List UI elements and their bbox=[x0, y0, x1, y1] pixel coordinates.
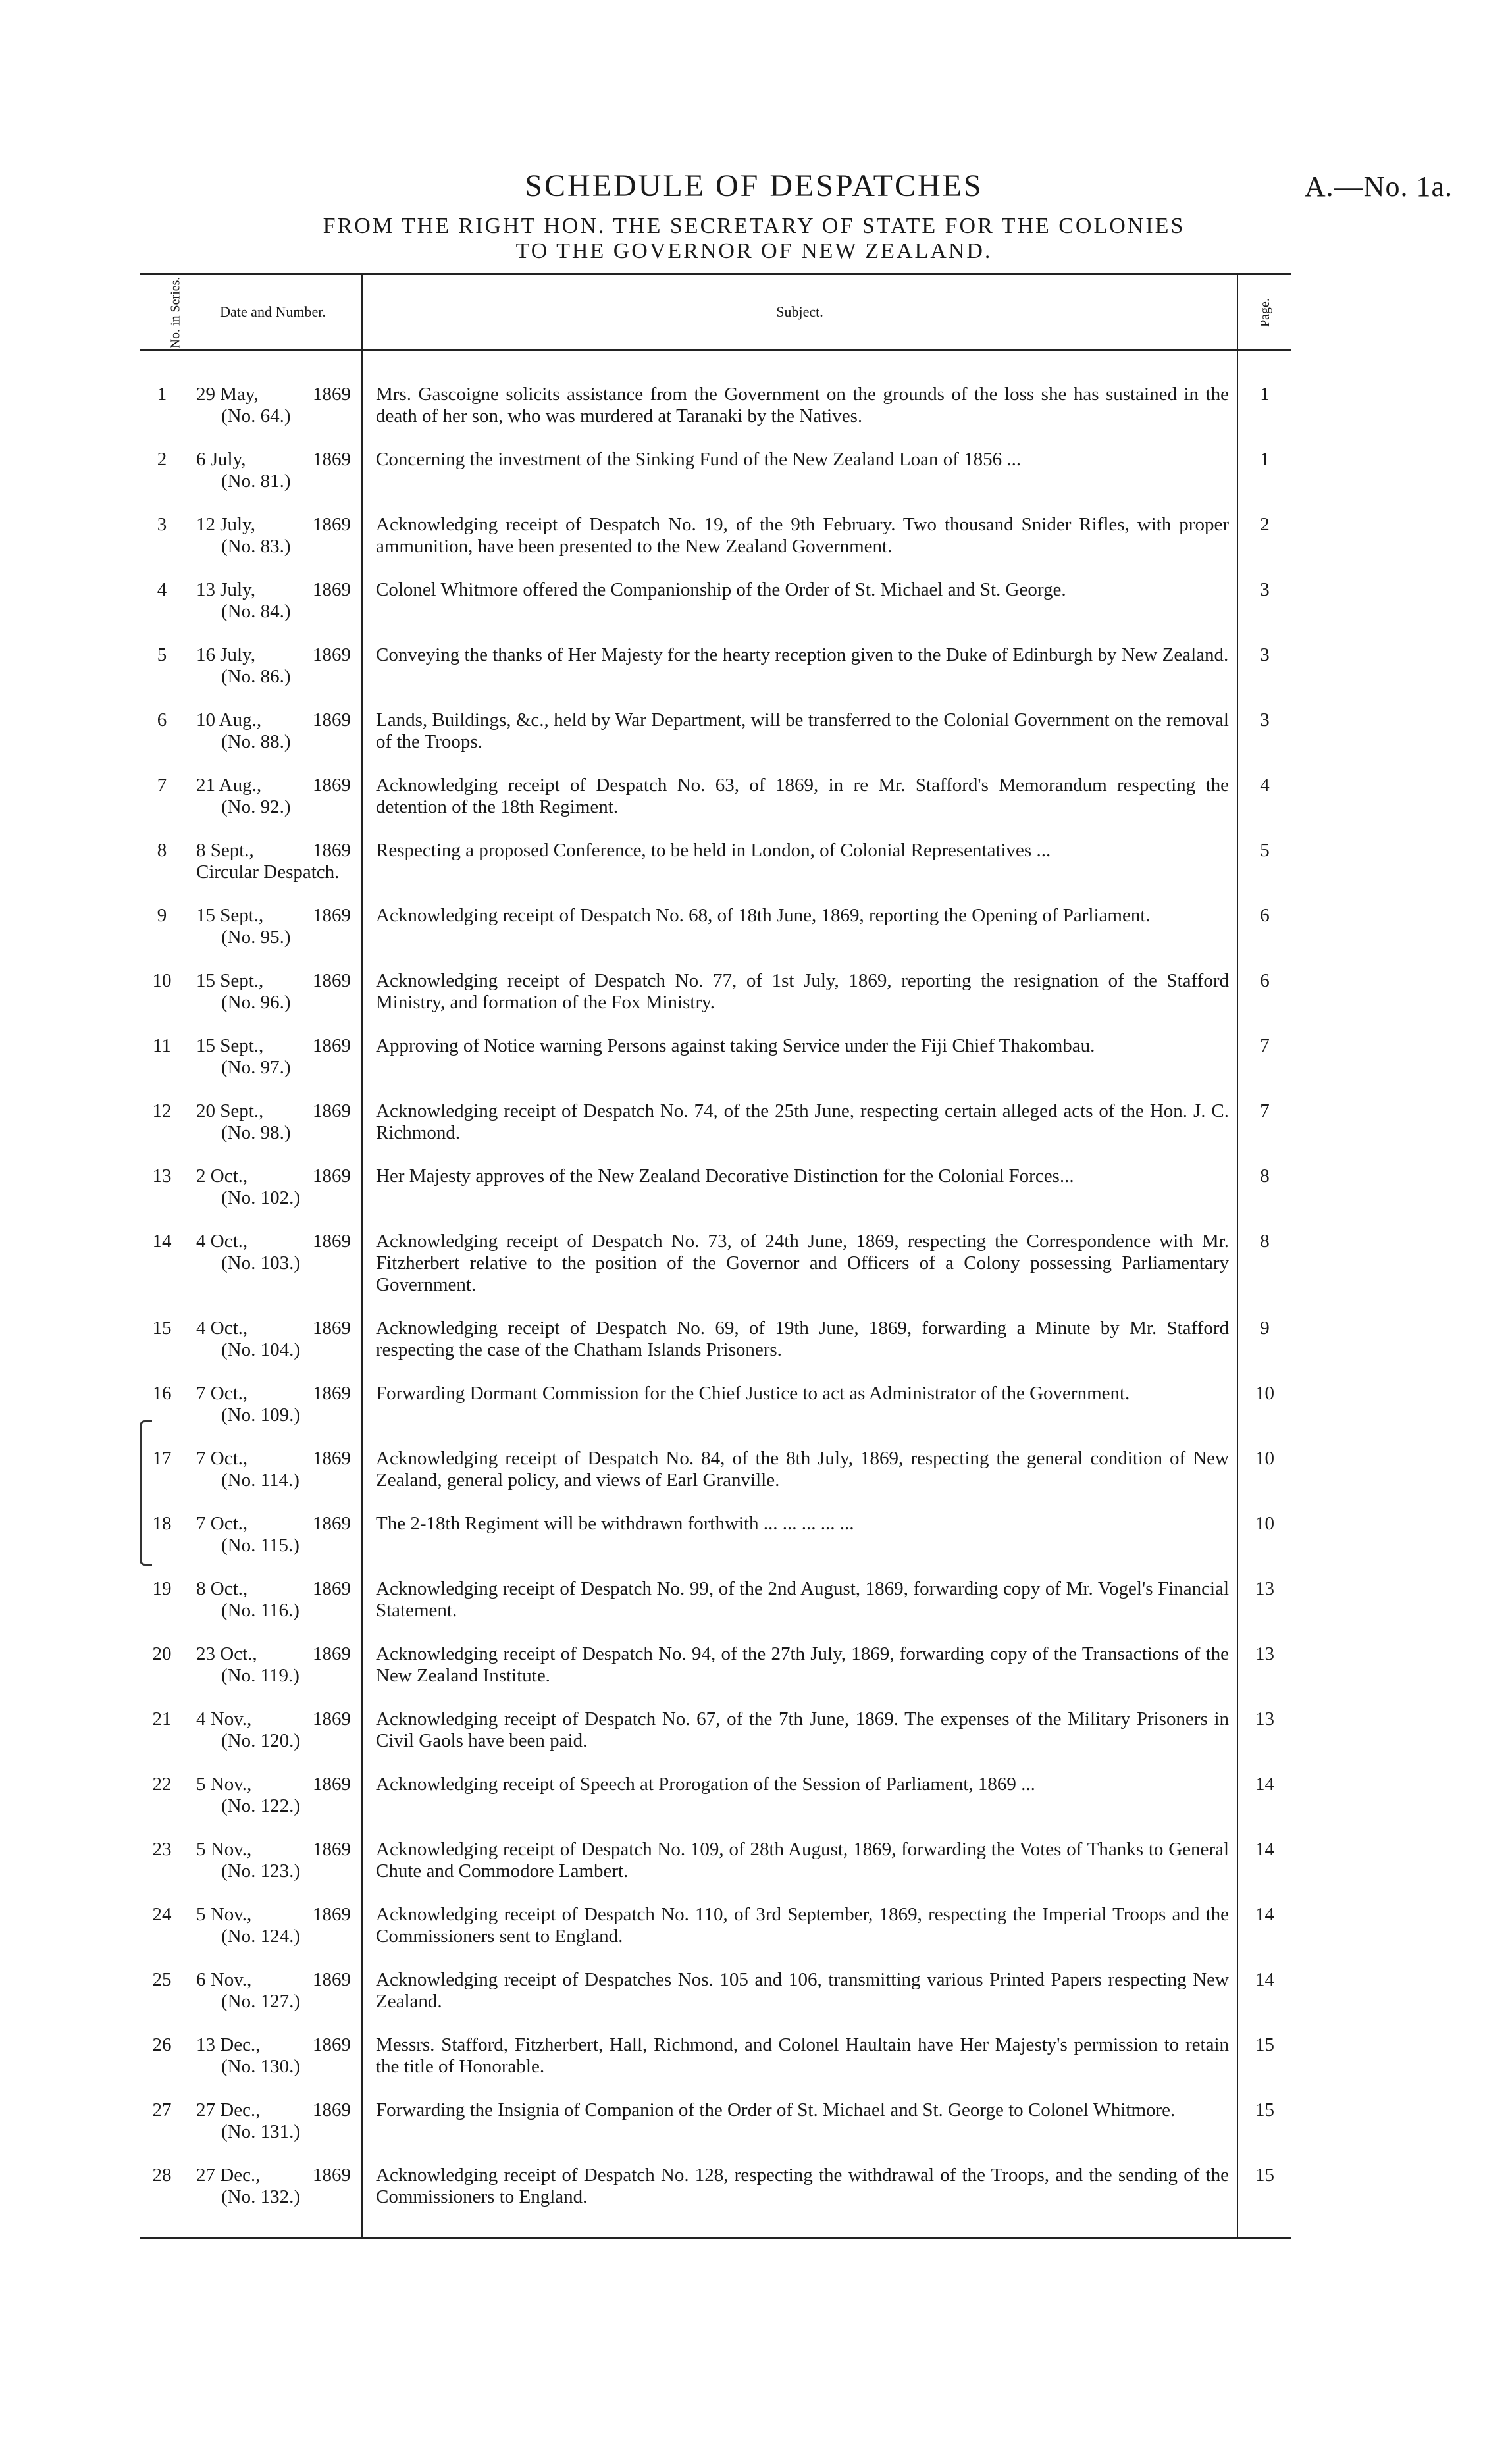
despatch-number: (No. 130.) bbox=[221, 2056, 301, 2077]
despatch-schedule-table bbox=[140, 273, 1291, 2239]
table-row bbox=[140, 1318, 1291, 1383]
table-row bbox=[140, 1513, 1291, 1578]
series-number: 9 bbox=[157, 905, 167, 926]
date-line bbox=[196, 579, 361, 601]
despatch-year: 1869 bbox=[313, 1774, 351, 1795]
date-line bbox=[196, 1318, 361, 1339]
table-row bbox=[140, 1578, 1291, 1643]
date-and-number bbox=[184, 449, 362, 514]
despatch-subject: Acknowledging receipt of Despatch No. 94, of the 27th July, 1869, forwarding copy of the Transactions of the New Zealand Institute. bbox=[362, 1643, 1237, 1708]
despatch-number: (No. 131.) bbox=[221, 2121, 301, 2142]
despatch-subject: Acknowledging receipt of Despatch No. 68, of 18th June, 1869, reporting the Opening of Parliament. bbox=[362, 905, 1237, 970]
date-line bbox=[196, 1100, 361, 1122]
date-and-number bbox=[184, 1448, 362, 1513]
page-number: 14 bbox=[1255, 1969, 1274, 1990]
series-number: 27 bbox=[152, 2099, 172, 2120]
date-and-number bbox=[184, 514, 362, 579]
date-line bbox=[196, 644, 361, 666]
table-row bbox=[140, 1100, 1291, 1166]
date-line bbox=[196, 1383, 361, 1404]
despatch-subject: Acknowledging receipt of Despatch No. 99, of the 2nd August, 1869, forwarding copy of Mr. Vogel's Financial Statement. bbox=[362, 1578, 1237, 1643]
despatch-year: 1869 bbox=[313, 970, 351, 991]
table-row bbox=[140, 1708, 1291, 1774]
despatch-date: 13 July, bbox=[196, 579, 255, 600]
date-line bbox=[196, 1035, 361, 1057]
table-row bbox=[140, 384, 1291, 449]
date-line bbox=[196, 1643, 361, 1665]
table-row bbox=[140, 1166, 1291, 1231]
despatch-subject: Forwarding Dormant Commission for the Chief Justice to act as Administrator of the Government. bbox=[362, 1383, 1237, 1448]
despatch-year: 1869 bbox=[313, 644, 351, 665]
subtitle-line-2: TO THE GOVERNOR OF NEW ZEALAND. bbox=[515, 239, 993, 263]
despatch-year: 1869 bbox=[313, 905, 351, 926]
page-number: 7 bbox=[1260, 1035, 1270, 1056]
despatch-date: 16 July, bbox=[196, 644, 255, 665]
date-and-number bbox=[184, 1513, 362, 1578]
date-line bbox=[196, 1708, 361, 1730]
series-number: 4 bbox=[157, 579, 167, 600]
despatch-subject: The 2-18th Regiment will be withdrawn forthwith ... ... ... ... ... bbox=[362, 1513, 1237, 1578]
page-number: 3 bbox=[1260, 709, 1270, 731]
series-number: 25 bbox=[152, 1969, 172, 1990]
page-number: 15 bbox=[1255, 2034, 1274, 2055]
page-title: SCHEDULE OF DESPATCHES bbox=[525, 168, 983, 203]
date-and-number bbox=[184, 579, 362, 644]
despatch-year: 1869 bbox=[313, 449, 351, 470]
series-number: 19 bbox=[152, 1578, 172, 1599]
despatch-year: 1869 bbox=[313, 775, 351, 796]
despatch-number: (No. 124.) bbox=[221, 1926, 301, 1947]
despatch-number: (No. 96.) bbox=[221, 992, 291, 1013]
date-line bbox=[196, 709, 361, 731]
despatch-year: 1869 bbox=[313, 1448, 351, 1469]
page-number: 13 bbox=[1255, 1578, 1274, 1599]
series-number: 21 bbox=[152, 1708, 172, 1730]
date-and-number bbox=[184, 709, 362, 775]
despatch-number: (No. 132.) bbox=[221, 2186, 301, 2207]
despatch-subject: Acknowledging receipt of Despatch No. 74, of the 25th June, respecting certain alleged acts of the Hon. J. C. Richmond. bbox=[362, 1100, 1237, 1166]
series-number: 3 bbox=[157, 514, 167, 535]
despatch-subject: Messrs. Stafford, Fitzherbert, Hall, Richmond, and Colonel Haultain have Her Majesty's permission to retain the title of Honorable. bbox=[362, 2034, 1237, 2099]
page-number: 6 bbox=[1260, 905, 1270, 926]
despatch-date: 2 Oct., bbox=[196, 1166, 248, 1187]
date-line bbox=[196, 840, 361, 861]
date-and-number bbox=[184, 2034, 362, 2099]
date-and-number bbox=[184, 1318, 362, 1383]
despatch-date: 29 May, bbox=[196, 384, 259, 405]
date-and-number bbox=[184, 1969, 362, 2034]
date-and-number bbox=[184, 775, 362, 840]
series-number: 16 bbox=[152, 1383, 172, 1404]
date-and-number bbox=[184, 1578, 362, 1643]
despatch-date: 6 July, bbox=[196, 449, 246, 470]
despatch-date: 8 Sept., bbox=[196, 840, 254, 861]
despatch-subject: Acknowledging receipt of Despatch No. 109, of 28th August, 1869, forwarding the Votes of Thanks to General Chute and Commodore Lambert. bbox=[362, 1839, 1237, 1904]
date-and-number bbox=[184, 1231, 362, 1318]
despatch-subject: Acknowledging receipt of Despatches Nos. 105 and 106, transmitting various Printed Papers respecting New Zealand. bbox=[362, 1969, 1237, 2034]
date-and-number bbox=[184, 1643, 362, 1708]
despatch-year: 1869 bbox=[313, 1231, 351, 1252]
despatch-number: (No. 104.) bbox=[221, 1339, 301, 1360]
series-number: 11 bbox=[153, 1035, 171, 1056]
date-line bbox=[196, 905, 361, 927]
page-number: 14 bbox=[1255, 1904, 1274, 1925]
date-line bbox=[196, 1448, 361, 1470]
despatch-date: 13 Dec., bbox=[196, 2034, 261, 2055]
despatch-date: 4 Oct., bbox=[196, 1231, 248, 1252]
series-number: 15 bbox=[152, 1318, 172, 1339]
despatch-subject: Conveying the thanks of Her Majesty for the hearty reception given to the Duke of Edinburgh by New Zealand. bbox=[362, 644, 1237, 709]
table-row bbox=[140, 1643, 1291, 1708]
series-number: 26 bbox=[152, 2034, 172, 2055]
date-and-number bbox=[184, 1383, 362, 1448]
date-line bbox=[196, 1904, 361, 1926]
date-and-number bbox=[184, 2165, 362, 2238]
table-row bbox=[140, 775, 1291, 840]
date-line bbox=[196, 1969, 361, 1991]
date-line bbox=[196, 970, 361, 992]
series-number: 24 bbox=[152, 1904, 172, 1925]
despatch-date: 15 Sept., bbox=[196, 905, 264, 926]
despatch-year: 1869 bbox=[313, 1383, 351, 1404]
despatch-subject: Acknowledging receipt of Despatch No. 84, of the 8th July, 1869, respecting the general condition of New Zealand, general policy, and views of Earl Granville. bbox=[362, 1448, 1237, 1513]
table-row bbox=[140, 970, 1291, 1035]
despatch-subject: Mrs. Gascoigne solicits assistance from the Government on the grounds of the loss she has sustained in the death of her son, who was murdered at Taranaki by the Natives. bbox=[362, 384, 1237, 449]
date-and-number bbox=[184, 905, 362, 970]
table-row bbox=[140, 449, 1291, 514]
date-and-number bbox=[184, 1904, 362, 1969]
despatch-date: 7 Oct., bbox=[196, 1513, 248, 1534]
table-row bbox=[140, 1448, 1291, 1513]
despatch-date: 4 Nov., bbox=[196, 1708, 252, 1730]
date-line bbox=[196, 2165, 361, 2186]
series-number: 18 bbox=[152, 1513, 172, 1534]
table-row bbox=[140, 1774, 1291, 1839]
despatch-year: 1869 bbox=[313, 1904, 351, 1925]
date-line bbox=[196, 1231, 361, 1252]
table-row bbox=[140, 2034, 1291, 2099]
table-row bbox=[140, 1383, 1291, 1448]
series-number: 6 bbox=[157, 709, 167, 731]
despatch-date: 5 Nov., bbox=[196, 1774, 252, 1795]
table-row bbox=[140, 1969, 1291, 2034]
page-number: 2 bbox=[1260, 514, 1270, 535]
despatch-date: 5 Nov., bbox=[196, 1904, 252, 1925]
header-subject: Subject. bbox=[362, 274, 1237, 350]
date-line bbox=[196, 449, 361, 471]
despatch-date: 20 Sept., bbox=[196, 1100, 264, 1121]
despatch-subject: Forwarding the Insignia of Companion of the Order of St. Michael and St. George to Colonel Whitmore. bbox=[362, 2099, 1237, 2165]
page-number: 4 bbox=[1260, 775, 1270, 796]
series-number: 10 bbox=[152, 970, 172, 991]
despatch-subject: Acknowledging receipt of Despatch No. 69, of 19th June, 1869, forwarding a Minute by Mr. Stafford respecting the case of the Chatham Islands Prisoners. bbox=[362, 1318, 1237, 1383]
page-number: 15 bbox=[1255, 2099, 1274, 2120]
despatch-date: 15 Sept., bbox=[196, 970, 264, 991]
date-and-number bbox=[184, 1035, 362, 1100]
page-number: 14 bbox=[1255, 1839, 1274, 1860]
despatch-subject: Concerning the investment of the Sinking Fund of the New Zealand Loan of 1856 ... bbox=[362, 449, 1237, 514]
date-line bbox=[196, 1774, 361, 1795]
series-number: 17 bbox=[152, 1448, 172, 1469]
despatch-date: 27 Dec., bbox=[196, 2099, 261, 2120]
page-number: 8 bbox=[1260, 1231, 1270, 1252]
subtitle-line-1: FROM THE RIGHT HON. THE SECRETARY OF STATE FOR THE COLONIES bbox=[323, 214, 1185, 238]
despatch-date: 7 Oct., bbox=[196, 1383, 248, 1404]
despatch-subject: Lands, Buildings, &c., held by War Department, will be transferred to the Colonial Government on the removal of the Troops. bbox=[362, 709, 1237, 775]
despatch-year: 1869 bbox=[313, 1643, 351, 1664]
despatch-date: 4 Oct., bbox=[196, 1318, 248, 1339]
table-row bbox=[140, 1839, 1291, 1904]
despatch-date: 15 Sept., bbox=[196, 1035, 264, 1056]
page-number: 10 bbox=[1255, 1448, 1274, 1469]
despatch-date: 23 Oct., bbox=[196, 1643, 257, 1664]
despatch-year: 1869 bbox=[313, 1513, 351, 1534]
date-and-number bbox=[184, 1166, 362, 1231]
despatch-number: (No. 103.) bbox=[221, 1252, 301, 1273]
despatch-number: (No. 86.) bbox=[221, 666, 291, 687]
despatch-subject: Acknowledging receipt of Despatch No. 63, of 1869, in re Mr. Stafford's Memorandum respecting the detention of the 18th Regiment. bbox=[362, 775, 1237, 840]
series-number: 13 bbox=[152, 1166, 172, 1187]
despatch-subject: Approving of Notice warning Persons against taking Service under the Fiji Chief Thakombau. bbox=[362, 1035, 1237, 1100]
page-number: 8 bbox=[1260, 1166, 1270, 1187]
series-number: 8 bbox=[157, 840, 167, 861]
despatch-date: 7 Oct., bbox=[196, 1448, 248, 1469]
date-line bbox=[196, 775, 361, 796]
table-row bbox=[140, 579, 1291, 644]
date-line bbox=[196, 2034, 361, 2056]
despatch-subject: Acknowledging receipt of Despatch No. 110, of 3rd September, 1869, respecting the Imperial Troops and the Commissioners sent to England. bbox=[362, 1904, 1237, 1969]
despatch-year: 1869 bbox=[313, 1578, 351, 1599]
page-number: 13 bbox=[1255, 1643, 1274, 1664]
despatch-year: 1869 bbox=[313, 840, 351, 861]
header-page: Page. bbox=[1237, 274, 1291, 350]
despatch-subject: Her Majesty approves of the New Zealand Decorative Distinction for the Colonial Forces... bbox=[362, 1166, 1237, 1231]
table-row bbox=[140, 1035, 1291, 1100]
date-line bbox=[196, 1513, 361, 1535]
despatch-year: 1869 bbox=[313, 579, 351, 600]
page-number: 1 bbox=[1260, 384, 1270, 405]
despatch-year: 1869 bbox=[313, 1166, 351, 1187]
series-number: 1 bbox=[157, 384, 167, 405]
despatch-number: (No. 116.) bbox=[221, 1600, 299, 1621]
page-number: 9 bbox=[1260, 1318, 1270, 1339]
date-and-number bbox=[184, 1708, 362, 1774]
date-and-number bbox=[184, 1100, 362, 1166]
despatch-number: (No. 120.) bbox=[221, 1730, 301, 1751]
page-number: 10 bbox=[1255, 1513, 1274, 1534]
page-number: 3 bbox=[1260, 644, 1270, 665]
despatch-year: 1869 bbox=[313, 1969, 351, 1990]
despatch-date: 12 July, bbox=[196, 514, 255, 535]
despatch-date: 5 Nov., bbox=[196, 1839, 252, 1860]
series-number: 20 bbox=[152, 1643, 172, 1664]
despatch-year: 1869 bbox=[313, 2034, 351, 2055]
despatch-number: (No. 92.) bbox=[221, 796, 291, 817]
despatch-date: 8 Oct., bbox=[196, 1578, 248, 1599]
date-and-number bbox=[184, 644, 362, 709]
table-row bbox=[140, 644, 1291, 709]
despatch-number: (No. 81.) bbox=[221, 471, 291, 492]
series-number: 2 bbox=[157, 449, 167, 470]
despatch-subject: Acknowledging receipt of Despatch No. 67, of the 7th June, 1869. The expenses of the Military Prisoners in Civil Gaols have been paid. bbox=[362, 1708, 1237, 1774]
date-line bbox=[196, 1839, 361, 1861]
despatch-subject: Acknowledging receipt of Despatch No. 77, of 1st July, 1869, reporting the resignation of the Stafford Ministry, and formation of the Fox Ministry. bbox=[362, 970, 1237, 1035]
table-body bbox=[140, 350, 1291, 2238]
despatch-subject: Acknowledging receipt of Speech at Prorogation of the Session of Parliament, 1869 ... bbox=[362, 1774, 1237, 1839]
page-number: 7 bbox=[1260, 1100, 1270, 1121]
page-number: 6 bbox=[1260, 970, 1270, 991]
table-row bbox=[140, 514, 1291, 579]
despatch-number: (No. 127.) bbox=[221, 1991, 301, 2012]
despatch-number: (No. 114.) bbox=[221, 1470, 299, 1491]
despatch-number: Circular Despatch. bbox=[196, 861, 340, 883]
despatch-year: 1869 bbox=[313, 1708, 351, 1730]
despatch-number: (No. 102.) bbox=[221, 1187, 301, 1208]
despatch-date: 21 Aug., bbox=[196, 775, 262, 796]
despatch-year: 1869 bbox=[313, 384, 351, 405]
despatch-date: 6 Nov., bbox=[196, 1969, 252, 1990]
date-and-number bbox=[184, 840, 362, 905]
despatch-year: 1869 bbox=[313, 2165, 351, 2186]
series-number: 23 bbox=[152, 1839, 172, 1860]
page-number: 1 bbox=[1260, 449, 1270, 470]
despatch-year: 1869 bbox=[313, 1318, 351, 1339]
date-line bbox=[196, 2099, 361, 2121]
series-number: 12 bbox=[152, 1100, 172, 1121]
date-and-number bbox=[184, 384, 362, 449]
despatch-year: 1869 bbox=[313, 2099, 351, 2120]
table-row bbox=[140, 1904, 1291, 1969]
document-reference: A.—No. 1a. bbox=[1304, 170, 1453, 203]
series-number: 5 bbox=[157, 644, 167, 665]
page-number: 15 bbox=[1237, 2165, 1291, 2238]
despatch-number: (No. 98.) bbox=[221, 1122, 291, 1143]
table-row bbox=[140, 1231, 1291, 1318]
despatch-number: (No. 115.) bbox=[221, 1535, 299, 1556]
series-number: 7 bbox=[157, 775, 167, 796]
series-number: 14 bbox=[152, 1231, 172, 1252]
series-number: 22 bbox=[152, 1774, 172, 1795]
date-and-number bbox=[184, 1839, 362, 1904]
page-number: 5 bbox=[1260, 840, 1270, 861]
date-and-number bbox=[184, 2099, 362, 2165]
date-and-number bbox=[184, 970, 362, 1035]
despatch-date: 10 Aug., bbox=[196, 709, 262, 731]
page-number: 14 bbox=[1255, 1774, 1274, 1795]
despatch-subject: Acknowledging receipt of Despatch No. 128, respecting the withdrawal of the Troops, and the sending of the Commissioners to England. bbox=[362, 2165, 1237, 2238]
table-row bbox=[140, 2099, 1291, 2165]
date-and-number bbox=[184, 1774, 362, 1839]
despatch-number: (No. 83.) bbox=[221, 536, 291, 557]
page-number: 10 bbox=[1255, 1383, 1274, 1404]
table-row bbox=[140, 2165, 1291, 2238]
despatch-number: (No. 123.) bbox=[221, 1861, 301, 1882]
despatch-number: (No. 97.) bbox=[221, 1057, 291, 1078]
despatch-number: (No. 64.) bbox=[221, 405, 291, 426]
table-row bbox=[140, 709, 1291, 775]
despatch-year: 1869 bbox=[313, 1100, 351, 1121]
despatch-number: (No. 95.) bbox=[221, 927, 291, 948]
page-number: 3 bbox=[1260, 579, 1270, 600]
despatch-number: (No. 122.) bbox=[221, 1795, 301, 1816]
despatch-subject: Acknowledging receipt of Despatch No. 19, of the 9th February. Two thousand Snider Rifles, with proper ammunition, have been presented to the New Zealand Government. bbox=[362, 514, 1237, 579]
header-no-in-series: No. in Series. bbox=[140, 274, 184, 350]
despatch-year: 1869 bbox=[313, 514, 351, 535]
table-header-row bbox=[140, 274, 1291, 350]
despatch-subject: Respecting a proposed Conference, to be held in London, of Colonial Representatives ... bbox=[362, 840, 1237, 905]
page-number: 13 bbox=[1255, 1708, 1274, 1730]
despatch-date: 27 Dec., bbox=[196, 2165, 261, 2186]
table-row bbox=[140, 905, 1291, 970]
despatch-number: (No. 109.) bbox=[221, 1404, 301, 1425]
despatch-number: (No. 119.) bbox=[221, 1665, 299, 1686]
table-row bbox=[140, 840, 1291, 905]
page-subtitle bbox=[0, 214, 1508, 264]
despatch-year: 1869 bbox=[313, 709, 351, 731]
despatch-number: (No. 84.) bbox=[221, 601, 291, 622]
date-line bbox=[196, 514, 361, 536]
despatch-subject: Acknowledging receipt of Despatch No. 73, of 24th June, 1869, respecting the Correspondence with Mr. Fitzherbert relative to the position of the Governor and Officers of a Colony possessing Parliamentary Government. bbox=[362, 1231, 1237, 1318]
date-line bbox=[196, 1166, 361, 1187]
despatch-number: (No. 88.) bbox=[221, 731, 291, 752]
header-date-number: Date and Number. bbox=[184, 274, 362, 350]
table-spacer-row bbox=[140, 350, 1291, 384]
series-number: 28 bbox=[140, 2165, 184, 2238]
despatch-subject: Colonel Whitmore offered the Companionship of the Order of St. Michael and St. George. bbox=[362, 579, 1237, 644]
date-line bbox=[196, 384, 361, 405]
date-line bbox=[196, 1578, 361, 1600]
despatch-year: 1869 bbox=[313, 1035, 351, 1056]
despatch-year: 1869 bbox=[313, 1839, 351, 1860]
